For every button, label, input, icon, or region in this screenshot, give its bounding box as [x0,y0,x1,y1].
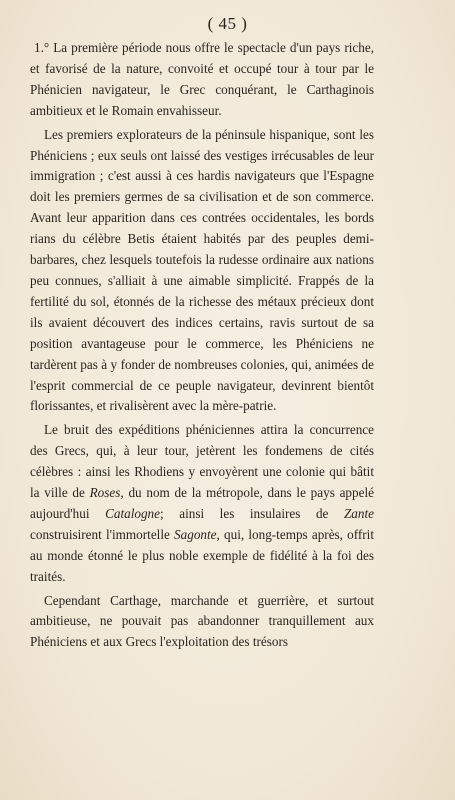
place-sagonte: Sagonte [174,526,217,542]
paragraph-3-text-1: Le bruit des expéditions phéniciennes attira la concurrence des Grecs, qui, à leur tour, jetèrent les fondemens de cités célèbres : ainsi les Rhodiens y envoyèrent une colonie qui bâtit la ville de [30,422,374,501]
paragraph-4: Cependant Carthage, marchande et guerrière, et surtout ambitieuse, ne pouvait pas abandonner tranquillement aux Phéniciens et aux Grecs l'exploitation des trésors [30,592,374,650]
paragraph-3 [30,420,374,587]
body-text [30,38,374,653]
place-roses: Roses [89,485,121,501]
paragraph-3-text-4: construisirent l'immortelle [30,526,175,542]
page-number: ( 45 ) [207,14,248,33]
paragraph-2: Les premiers explorateurs de la péninsule hispanique, sont les Phéniciens ; eux seuls ont laissé des vestiges irrécusables de leur immigration ; c'est aussi à ces hardis navigateurs que l'Espagne doit les premiers germes de sa civilisation et de son commerce. Avant leur apparition dans ces contrées occidentales, les bords rians du célèbre Betis étaient habités par des peuples demi-barbares, chez lesquels toutefois la rudesse ordinaire aux nations peu connues, s'alliait à une aimable simplicité. Frappés de la fertilité du sol, étonnés de la richesse des métaux précieux dont ils avaient découvert des indices certains, ravis surtout de sa position avantageuse pour le commerce, les Phéniciens ne tardèrent pas à y fonder de nombreuses colonies, qui, animées de l'esprit commercial de ce peuple navigateur, devinrent bientôt florissantes, et rivalisèrent avec la mère-patrie. [30,126,374,414]
paragraph-3-text-5: , qui, long-temps après, offrit au monde étonné le plus noble exemple de fidélité à la foi des traités. [30,526,375,584]
place-catalogne: Catalogne [105,505,161,521]
paragraph-3-text-3: ; ainsi les insulaires de [160,505,344,521]
place-zante: Zante [343,505,374,521]
paragraph-3-text-2: , du nom de la métropole, dans le pays appelé aujourd'hui [30,485,374,521]
paragraph-1: 1.° La première période nous offre le spectacle d'un pays riche, et favorisé de la nature, convoité et occupé tour à tour par le Phénicien navigateur, le Grec conquérant, le Carthaginois ambitieux et le Romain envahisseur. [30,40,374,118]
